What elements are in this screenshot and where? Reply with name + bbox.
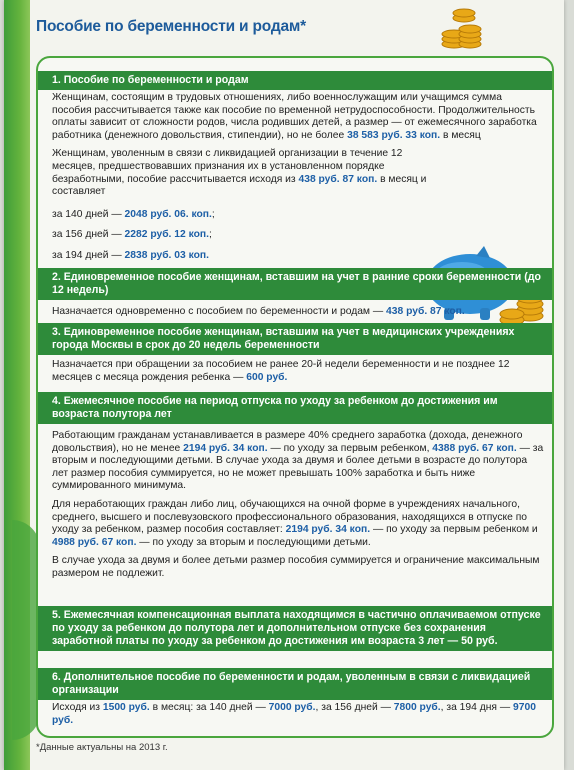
amount-highlight: 4988 руб. 67 коп.	[52, 536, 137, 548]
content-frame	[36, 56, 554, 738]
amount-highlight: 7800 руб.	[393, 702, 441, 713]
decorative-side-band	[4, 0, 30, 770]
section-4-paragraph-1: Работающим гражданам устанавливается в размере 40% среднего заработка (дохода, денежного довольствия), но не менее 2194 руб. 34 коп. — по уходу за первым ребенком, 4388 руб. 67 коп. — за вторым и последующими детьми. В случае ухода за двумя и более детьми в возрасте до полутора лет размер пособия суммируется, но не может превышать 100% заработка и быть ниже суммированного минимума.	[52, 430, 544, 492]
section-3-header: 3. Единовременное пособие женщинам, вставшим на учет в медицинских учреждениях города Москвы в срок до 20 недель беременности	[38, 323, 552, 355]
section-1-body	[52, 92, 544, 269]
amount-highlight: 2194 руб. 34 коп.	[183, 442, 268, 454]
amount-highlight: 38 583 руб. 33 коп.	[347, 129, 441, 141]
amount-highlight: 2048 руб. 06. коп.	[124, 208, 212, 220]
amount-highlight: 2194 руб. 34 коп.	[285, 524, 371, 536]
page-title: Пособие по беременности и родам*	[36, 18, 306, 35]
amount-highlight: 7000 руб.	[268, 702, 316, 713]
section-4-paragraph-2: Для неработающих граждан либо лиц, обучающихся на очной форме в учреждениях начального, среднего, высшего и послевузовского профессионального образования, находящихся в отпуске по уходу за ребенком, размер пособия составляет: 2194 руб. 34 коп. — по уходу за первым ребенком и 4988 руб. 67 коп. — по уходу за вторым и последующими детьми.	[52, 498, 538, 548]
section-6-paragraph: Исходя из 1500 руб. в месяц: за 140 дней — 7000 руб., за 156 дней — 7800 руб., за 194 дня — 9700 руб.	[52, 702, 536, 726]
section-1-rate-156: за 156 дней — 2282 руб. 12 коп.;	[52, 229, 212, 241]
amount-highlight: 9700 руб.	[52, 702, 536, 726]
section-1-paragraph-1: Женщинам, состоящим в трудовых отношениях, либо военнослужащим или учащимся сумма пособия рассчитывается также как пособие по временной нетрудоспособности. Продолжительность оплаты зависит от сложности родов, числа родивших детей, а размер — от ежемесячного заработка работника (денежного довольствия, стипендии), но не более 38 583 руб. 33 коп. в месяц	[52, 92, 537, 141]
amount-highlight: 600 руб.	[246, 371, 288, 383]
section-1-rate-194: за 194 дней — 2838 руб. 03 коп.	[52, 249, 209, 261]
footnote: *Данные актуальны на 2013 г.	[36, 742, 168, 753]
amount-highlight: 2282 руб. 12 коп.	[124, 229, 209, 241]
section-1-header: 1. Пособие по беременности и родам	[38, 71, 552, 90]
amount-highlight: 438 руб. 87 коп.	[386, 306, 465, 317]
section-1-rate-140: за 140 дней — 2048 руб. 06. коп.;	[52, 208, 215, 220]
section-6-header: 6. Дополнительное пособие по беременности и родам, уволенным в связи с ликвидацией организации	[38, 668, 552, 700]
section-4-body	[52, 430, 544, 587]
section-1-paragraph-2: Женщинам, уволенным в связи с ликвидацией организации в течение 12 месяцев, предшествовавших признания их в установленном порядке безработными, пособие рассчитывается исходя из 438 руб. 87 коп. в месяц и составляет	[52, 148, 427, 198]
section-3-body	[52, 359, 544, 390]
amount-highlight: 1500 руб.	[102, 702, 150, 713]
section-2-header: 2. Единовременное пособие женщинам, вставшим на учет в ранние сроки беременности (до 12 недель)	[38, 268, 552, 300]
amount-highlight: 2838 руб. 03 коп.	[124, 249, 209, 261]
section-3-paragraph: Назначается при обращении за пособием не ранее 20-й недели беременности и не позднее 12 месяцев с месяца рождения ребенка — 600 руб.	[52, 359, 510, 383]
amount-highlight: 4388 руб. 67 коп.	[432, 442, 517, 454]
section-2-paragraph: Назначается одновременно с пособием по беременности и родам — 438 руб. 87 коп.	[52, 306, 465, 317]
coin-stack-icon	[440, 6, 482, 50]
section-4-paragraph-3: В случае ухода за двумя и более детьми размер пособия суммируется и ограничение максимальным размером не подлежит.	[52, 555, 540, 579]
section-6-body	[52, 702, 544, 733]
brochure-page	[4, 0, 564, 770]
amount-highlight: 438 руб. 87 коп.	[298, 173, 378, 185]
section-5-header: 5. Ежемесячная компенсационная выплата находящимся в частично оплачиваемом отпуске по уходу за ребенком до полутора лет и дополнительном отпуске без сохранения заработной платы по уходу за ребенком до достижения им возраста 3 лет — 50 руб.	[38, 606, 552, 651]
section-4-header: 4. Ежемесячное пособие на период отпуска по уходу за ребенком до достижения им возраста полутора лет	[38, 392, 552, 424]
section-2-body	[52, 306, 544, 325]
